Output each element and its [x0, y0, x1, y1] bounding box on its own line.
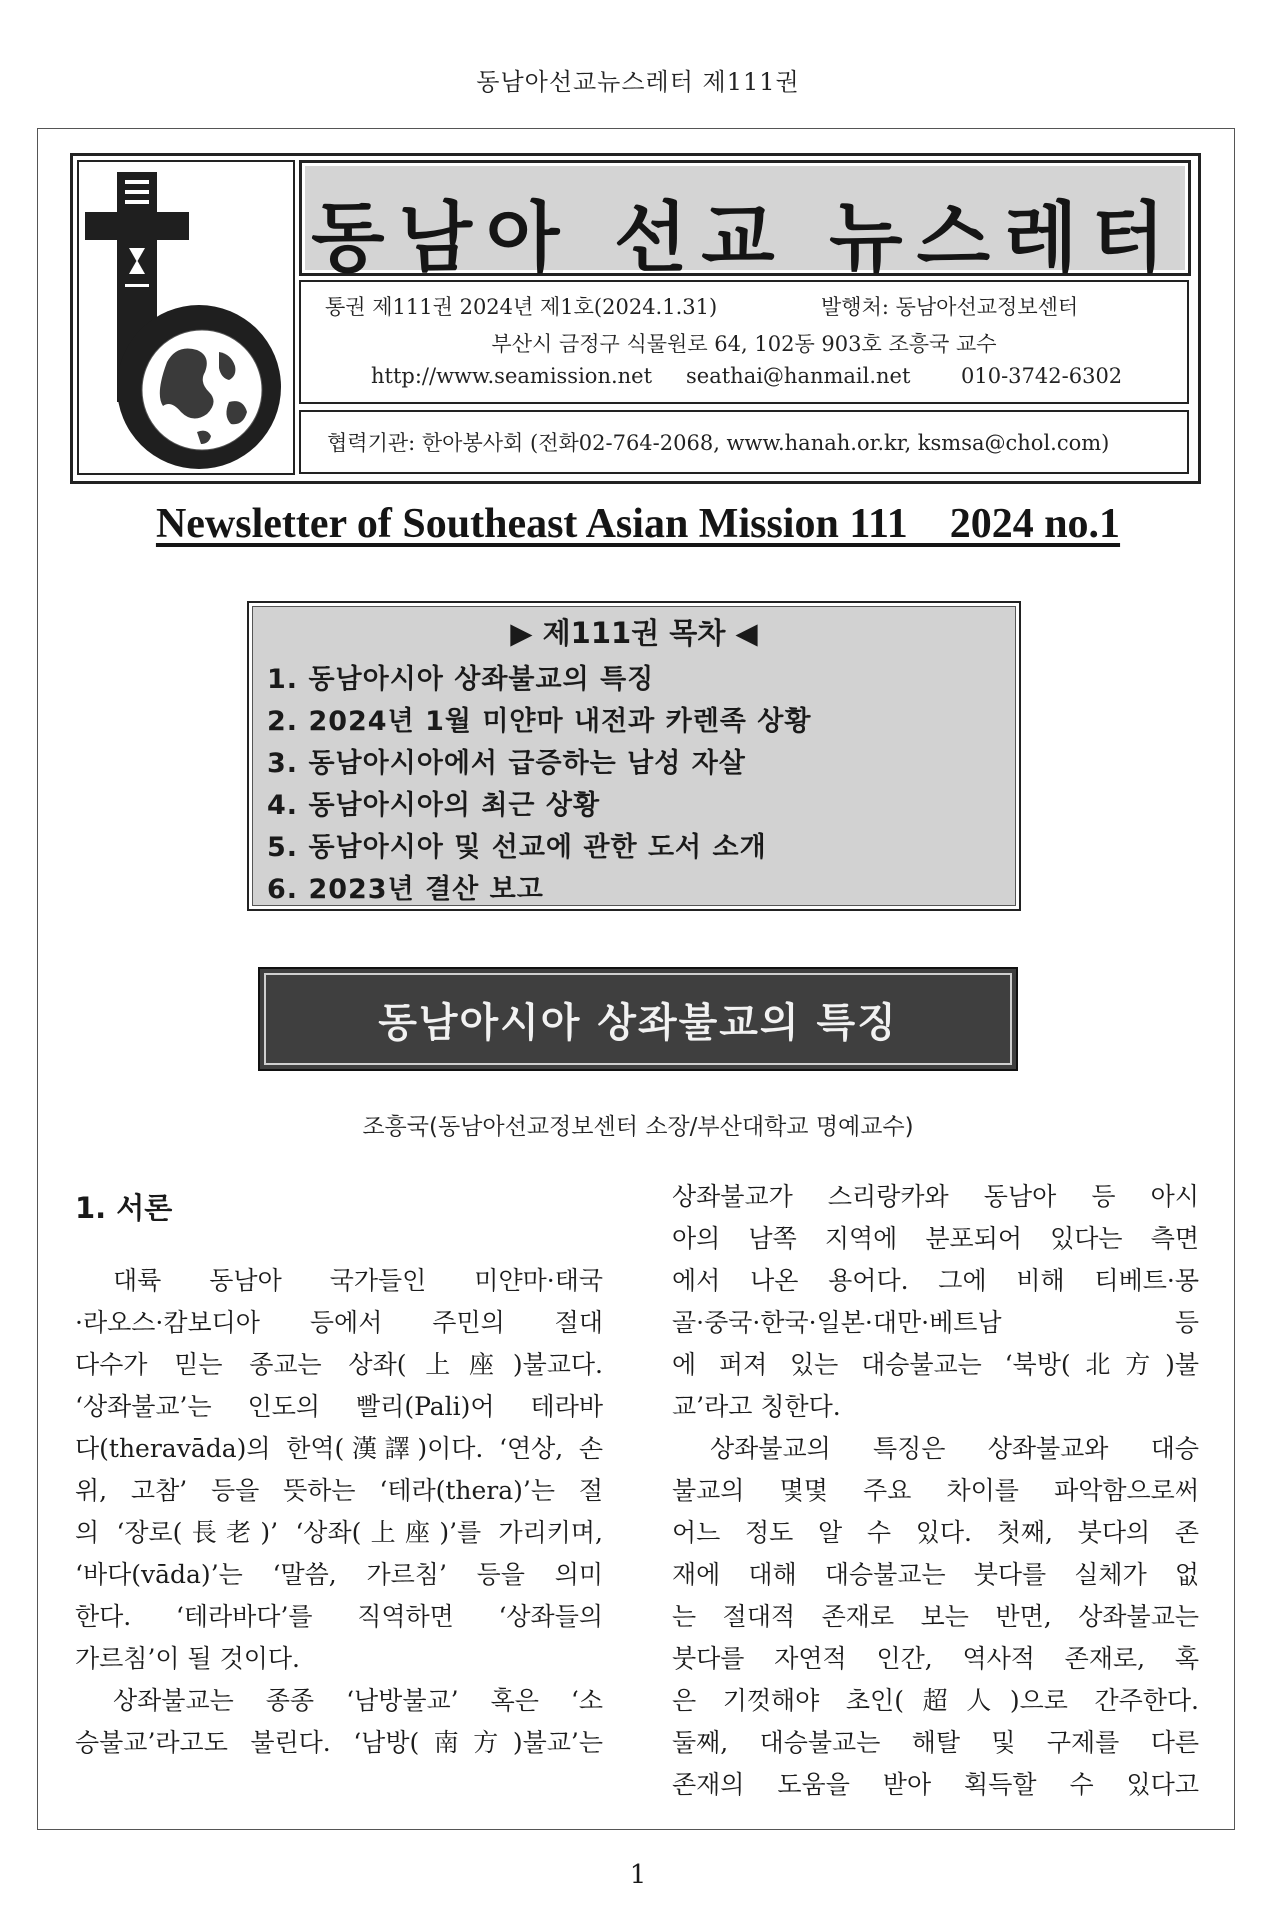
body-line: 승불교’라고도 불린다. ‘남방(南方)불교’는 — [75, 1728, 603, 1757]
body-line: 아의 남쪽 지역에 분포되어 있다는 측면 — [672, 1224, 1199, 1253]
body-line: 재에 대해 대승불교는 붓다를 실체가 없 — [672, 1560, 1199, 1589]
toc-item[interactable]: 1. 동남아시아 상좌불교의 특징 — [267, 664, 655, 695]
body-line: 불교의 몇몇 주요 차이를 파악함으로써 — [672, 1476, 1199, 1505]
cooperation-info — [299, 410, 1189, 474]
body-line: ·라오스·캄보디아 등에서 주민의 절대 — [75, 1308, 603, 1337]
article-title: 동남아시아 상좌불교의 특징 — [378, 1000, 898, 1046]
publication-info — [299, 280, 1189, 404]
address-info: 부산시 금정구 식물원로 64, 102동 903호 조흥국 교수 — [491, 332, 997, 356]
table-of-contents — [247, 601, 1021, 911]
body-line: ‘상좌불교’는 인도의 빨리(Pali)어 테라바 — [75, 1392, 603, 1421]
body-line: 위, 고참’ 등을 뜻하는 ‘테라(thera)’는 절 — [75, 1476, 603, 1505]
toc-item[interactable]: 5. 동남아시아 및 선교에 관한 도서 소개 — [267, 832, 767, 863]
english-title: Newsletter of Southeast Asian Mission 111 2024 no.1 — [155, 501, 1121, 547]
body-line: 는 절대적 존재로 보는 반면, 상좌불교는 — [672, 1602, 1199, 1631]
body-line: ‘바다(vāda)’는 ‘말씀, 가르침’ 등을 의미 — [75, 1560, 603, 1589]
article-banner — [258, 967, 1018, 1071]
body-line: 의 ‘장로(長老)’ ‘상좌(上座)’를 가리키며, — [75, 1518, 603, 1547]
body-line: 붓다를 자연적 인간, 역사적 존재로, 혹 — [672, 1644, 1199, 1673]
toc-heading: ▶ 제111권 목차 ◀ — [510, 616, 758, 650]
website-link[interactable]: http://www.seamission.net — [371, 364, 653, 388]
body-line: 상좌불교의 특징은 상좌불교와 대승 — [710, 1434, 1199, 1463]
toc-item[interactable]: 3. 동남아시아에서 급증하는 남성 자살 — [267, 748, 746, 779]
body-line: 가르침’이 될 것이다. — [75, 1644, 300, 1673]
body-line: 교’라고 칭한다. — [672, 1392, 841, 1421]
body-line: 존재의 도움을 받아 획득할 수 있다고 — [672, 1770, 1199, 1799]
toc-item[interactable]: 6. 2023년 결산 보고 — [267, 874, 544, 905]
byline: 조흥국(동남아선교정보센터 소장/부산대학교 명예교수) — [362, 1114, 914, 1140]
logo — [77, 160, 295, 475]
body-line: 한다. ‘테라바다’를 직역하면 ‘상좌들의 — [75, 1602, 603, 1631]
toc-item[interactable]: 2. 2024년 1월 미얀마 내전과 카렌족 상황 — [267, 706, 812, 737]
body-line: 다(theravāda)의 한역(漢譯)이다. ‘연상, 손 — [75, 1434, 603, 1463]
running-head: 동남아선교뉴스레터 제111권 — [476, 68, 800, 96]
body-line: 상좌불교는 종종 ‘남방불교’ 혹은 ‘소 — [113, 1686, 603, 1715]
body-line: 에 퍼져 있는 대승불교는 ‘북방(北方)불 — [672, 1350, 1199, 1379]
publisher-info: 발행처: 동남아선교정보센터 — [821, 295, 1079, 319]
page-number: 1 — [629, 1860, 647, 1890]
body-line: 대륙 동남아 국가들인 미얀마·태국 — [113, 1266, 603, 1295]
masthead-title-box — [299, 160, 1191, 282]
body-line: 상좌불교가 스리랑카와 동남아 등 아시 — [672, 1182, 1199, 1211]
masthead — [70, 153, 1201, 484]
body-line: 골·중국·한국·일본·대만·베트남 등 — [672, 1308, 1199, 1337]
body-line: 에서 나온 용어다. 그에 비해 티베트·몽 — [672, 1266, 1199, 1295]
section-heading: 1. 서론 — [75, 1191, 173, 1225]
body-line: 어느 정도 알 수 있다. 첫째, 붓다의 존 — [672, 1518, 1199, 1547]
issue-info: 통권 제111권 2024년 제1호(2024.1.31) — [325, 295, 718, 319]
body-line: 은 기껏해야 초인(超人)으로 간주한다. — [672, 1686, 1199, 1715]
cross-globe-logo-icon — [79, 162, 293, 473]
body-line: 다수가 믿는 종교는 상좌(上座)불교다. — [75, 1350, 603, 1379]
toc-item[interactable]: 4. 동남아시아의 최근 상황 — [267, 790, 601, 821]
body-line: 둘째, 대승불교는 해탈 및 구제를 다른 — [672, 1728, 1199, 1757]
email-link[interactable]: seathai@hanmail.net — [686, 364, 911, 388]
masthead-title: 동남아 선교 뉴스레터 — [311, 193, 1179, 282]
cooperation-text: 협력기관: 한아봉사회 (전화02-764-2068, www.hanah.or.kr, ksmsa@chol.com) — [327, 431, 1110, 455]
phone-number: 010-3742-6302 — [961, 364, 1123, 388]
